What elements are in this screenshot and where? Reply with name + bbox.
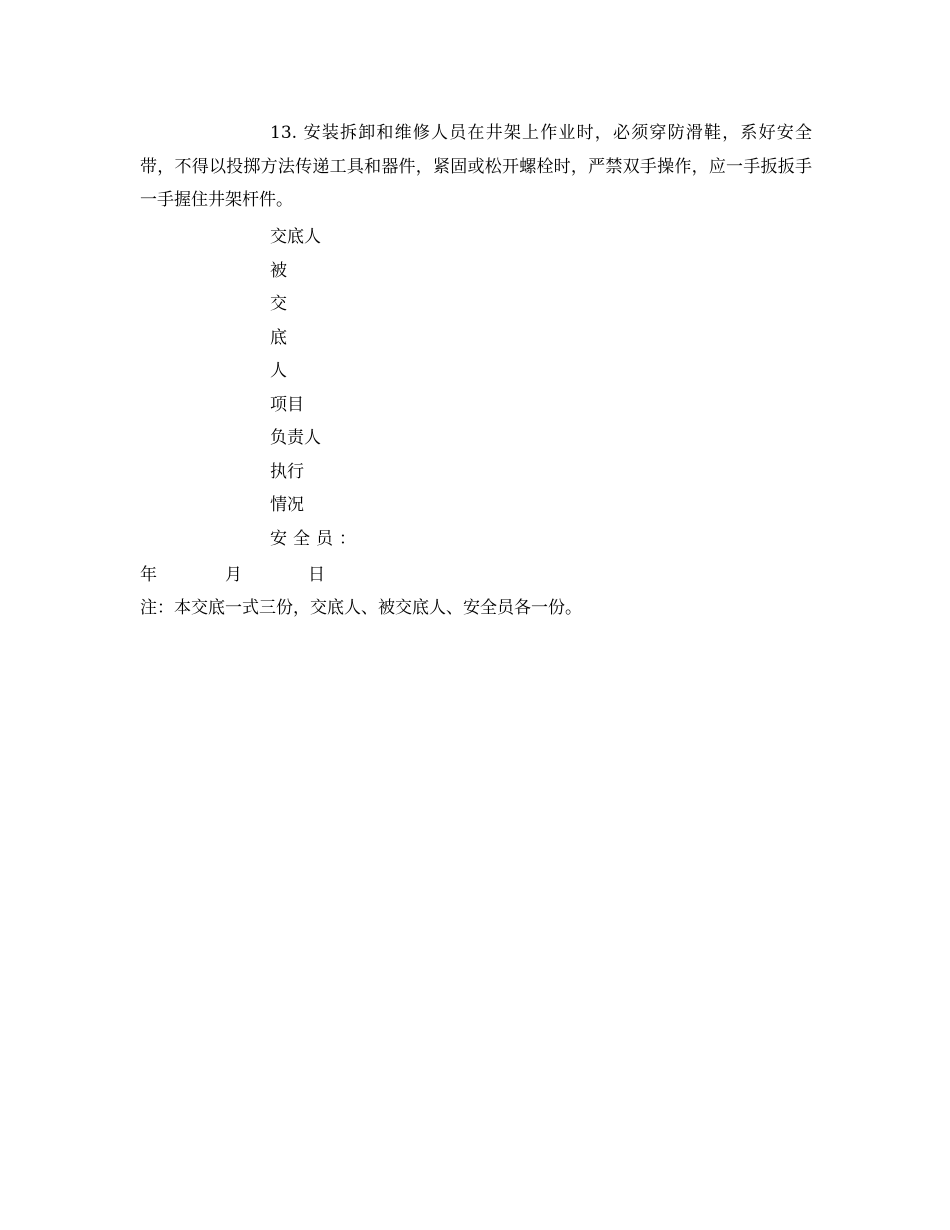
label-recipient-char-2: 交 (270, 294, 287, 314)
label-safety-officer: 安全员： (270, 528, 362, 549)
date-year-label: 年 (140, 565, 157, 585)
label-manager: 负责人 (270, 428, 321, 448)
date-month-label: 月 (225, 565, 242, 585)
clause-13-paragraph: 13. 安装拆卸和维修人员在井架上作业时，必须穿防滑鞋，系好安全带，不得以投掷方法传递工具和器件，紧固或松开螺栓时，严禁双手操作，应一手扳扳手一手握住井架杆件。 (140, 123, 812, 210)
label-recipient-char-3: 底 (270, 327, 287, 348)
label-disclosure-person: 交底人 (270, 227, 321, 247)
label-execution: 执行 (270, 461, 304, 482)
date-day-label: 日 (308, 565, 325, 585)
label-project: 项目 (270, 394, 304, 415)
label-recipient-char-1: 被 (270, 260, 287, 281)
distribution-note: 注：本交底一式三份，交底人、被交底人、安全员各一份。 (140, 598, 582, 618)
label-status: 情况 (270, 495, 304, 515)
date-line (140, 559, 540, 593)
signature-block (270, 221, 570, 556)
label-recipient-char-4: 人 (270, 361, 287, 381)
